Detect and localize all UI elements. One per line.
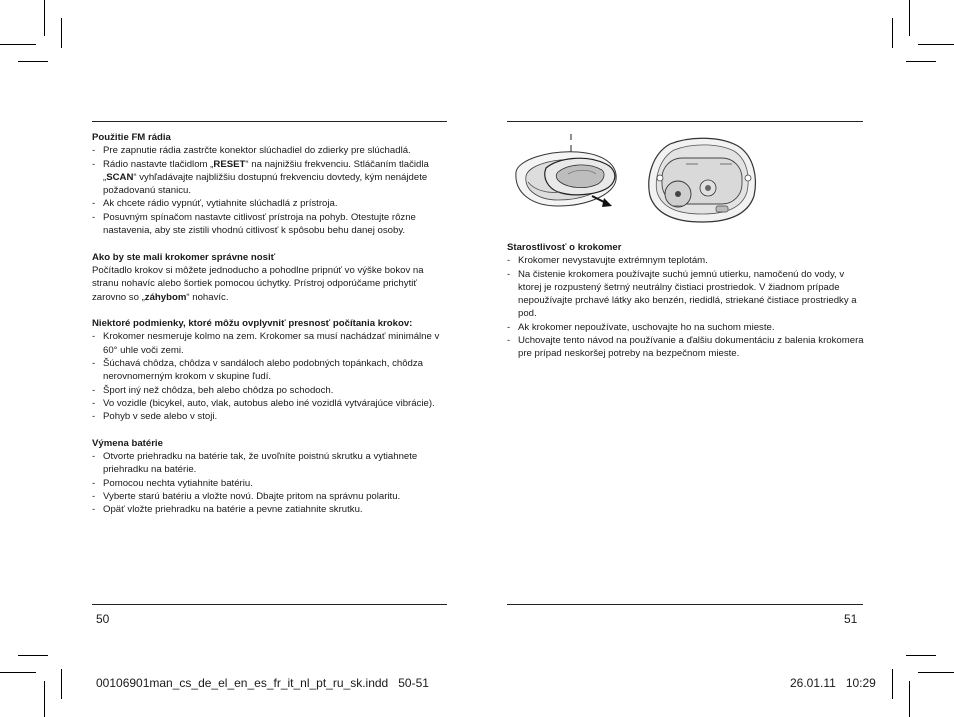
section-heading: Použitie FM rádia	[92, 132, 171, 143]
footer-filename: 00106901man_cs_de_el_en_es_fr_it_nl_pt_ru_sk.indd 50-51	[96, 676, 429, 690]
crop-mark	[44, 0, 45, 36]
left-page-number: 50	[96, 612, 110, 626]
right-bottom-rule	[507, 604, 863, 605]
section-heading: Ako by ste mali krokomer správne nosiť	[92, 251, 276, 263]
clip-opening-illustration	[508, 132, 633, 214]
crop-mark	[18, 655, 48, 656]
list-item: - Krokomer nevystavujte extrémnym teplotám.	[507, 254, 867, 267]
list-item: - Pohyb v sede alebo v stoji.	[92, 410, 448, 423]
bullet-list	[507, 254, 867, 360]
crop-mark	[892, 18, 893, 48]
crop-mark	[906, 655, 936, 656]
list-item: - Ak krokomer nepoužívate, uschovajte ho na suchom mieste.	[507, 321, 867, 334]
left-top-rule	[92, 121, 447, 122]
crop-mark	[909, 681, 910, 717]
crop-mark	[0, 672, 36, 673]
list-item: - Na čistenie krokomera používajte suchú jemnú utierku, namočenú do vody, v ktorej je rozpustený šetrný neutrálny čistiaci prostriedok. V žiadnom prípade nepoužívajte prchavé látky ako benzén, riedidlá, striekané čistiace prostriedky a pod.	[507, 268, 867, 321]
bullet-list	[92, 144, 448, 237]
pedometer-back-illustration	[640, 134, 765, 226]
right-page-number: 51	[844, 612, 858, 626]
list-item: - Posuvným spínačom nastavte citlivosť prístroja na pohyb. Otestujte rôzne nastavenia, aby ste zistili vhodnú citlivosť k spôsobu behu danej osoby.	[92, 211, 448, 238]
section-heading: Výmena batérie	[92, 437, 163, 449]
list-item: - Vo vozidle (bicykel, auto, vlak, autobus alebo iné vozidlá vytvárajúce vibrácie).	[92, 397, 448, 410]
crop-mark	[906, 61, 936, 62]
crop-mark	[44, 681, 45, 717]
crop-mark	[892, 669, 893, 699]
bullet-list	[92, 450, 448, 516]
section-paragraph: Počítadlo krokov si môžete jednoducho a pohodlne pripnúť vo výške bokov na stranu nohavíc alebo šortiek pomocou úchytky. Prístroj odporúčame prichytiť zarovno so „záhybom“ nohavíc.	[92, 264, 424, 303]
crop-mark	[0, 44, 36, 45]
bullet-list	[92, 330, 448, 423]
list-item: - Krokomer nesmeruje kolmo na zem. Krokomer sa musí nachádzať minimálne v 60° uhle voči zemi.	[92, 330, 448, 357]
svg-text:OPEN: OPEN	[673, 204, 683, 208]
crop-mark	[61, 669, 62, 699]
crop-mark	[909, 0, 910, 36]
crop-mark	[918, 44, 954, 45]
list-item: - Pomocou nechta vytiahnite batériu.	[92, 477, 448, 490]
list-item: - Ak chcete rádio vypnúť, vytiahnite slúchadlá z prístroja.	[92, 197, 448, 210]
list-item: - Rádio nastavte tlačidlom „RESET“ na najnižšiu frekvenciu. Stláčaním tlačidla „SCAN“ vyhľadávajte najbližšiu dostupnú frekvenciu dovtedy, kým nenájdete požadovanú stanicu.	[92, 158, 448, 198]
list-item: - Vyberte starú batériu a vložte novú. Dbajte pritom na správnu polaritu.	[92, 490, 448, 503]
footer-date: 26.01.11 10:29	[790, 676, 876, 690]
right-top-rule	[507, 121, 863, 122]
list-item: - Uchovajte tento návod na používanie a ďalšiu dokumentáciu z balenia krokomera pre prípad neskoršej potreby na bezpečnom mieste.	[507, 334, 867, 361]
crop-mark	[918, 672, 954, 673]
crop-mark	[61, 18, 62, 48]
list-item: - Pre zapnutie rádia zastrčte konektor slúchadiel do zdierky pre slúchadlá.	[92, 144, 448, 157]
crop-mark	[18, 61, 48, 62]
list-item: - Šport iný než chôdza, beh alebo chôdza po schodoch.	[92, 384, 448, 397]
section-heading: Niektoré podmienky, ktoré môžu ovplyvniť presnosť počítania krokov:	[92, 318, 413, 330]
right-page-text	[507, 241, 867, 361]
list-item: - Opäť vložte priehradku na batérie a pevne zatiahnite skrutku.	[92, 503, 448, 516]
left-bottom-rule	[92, 604, 447, 605]
section-heading: Starostlivosť o krokomer	[507, 242, 622, 253]
list-item: - Šúchavá chôdza, chôdza v sandáloch alebo podobných topánkach, chôdza nerovnomerným krokom v skupine ľudí.	[92, 357, 448, 384]
left-page-text	[92, 131, 448, 517]
list-item: - Otvorte priehradku na batérie tak, že uvoľníte poistnú skrutku a vytiahnete priehradku na batérie.	[92, 450, 448, 477]
